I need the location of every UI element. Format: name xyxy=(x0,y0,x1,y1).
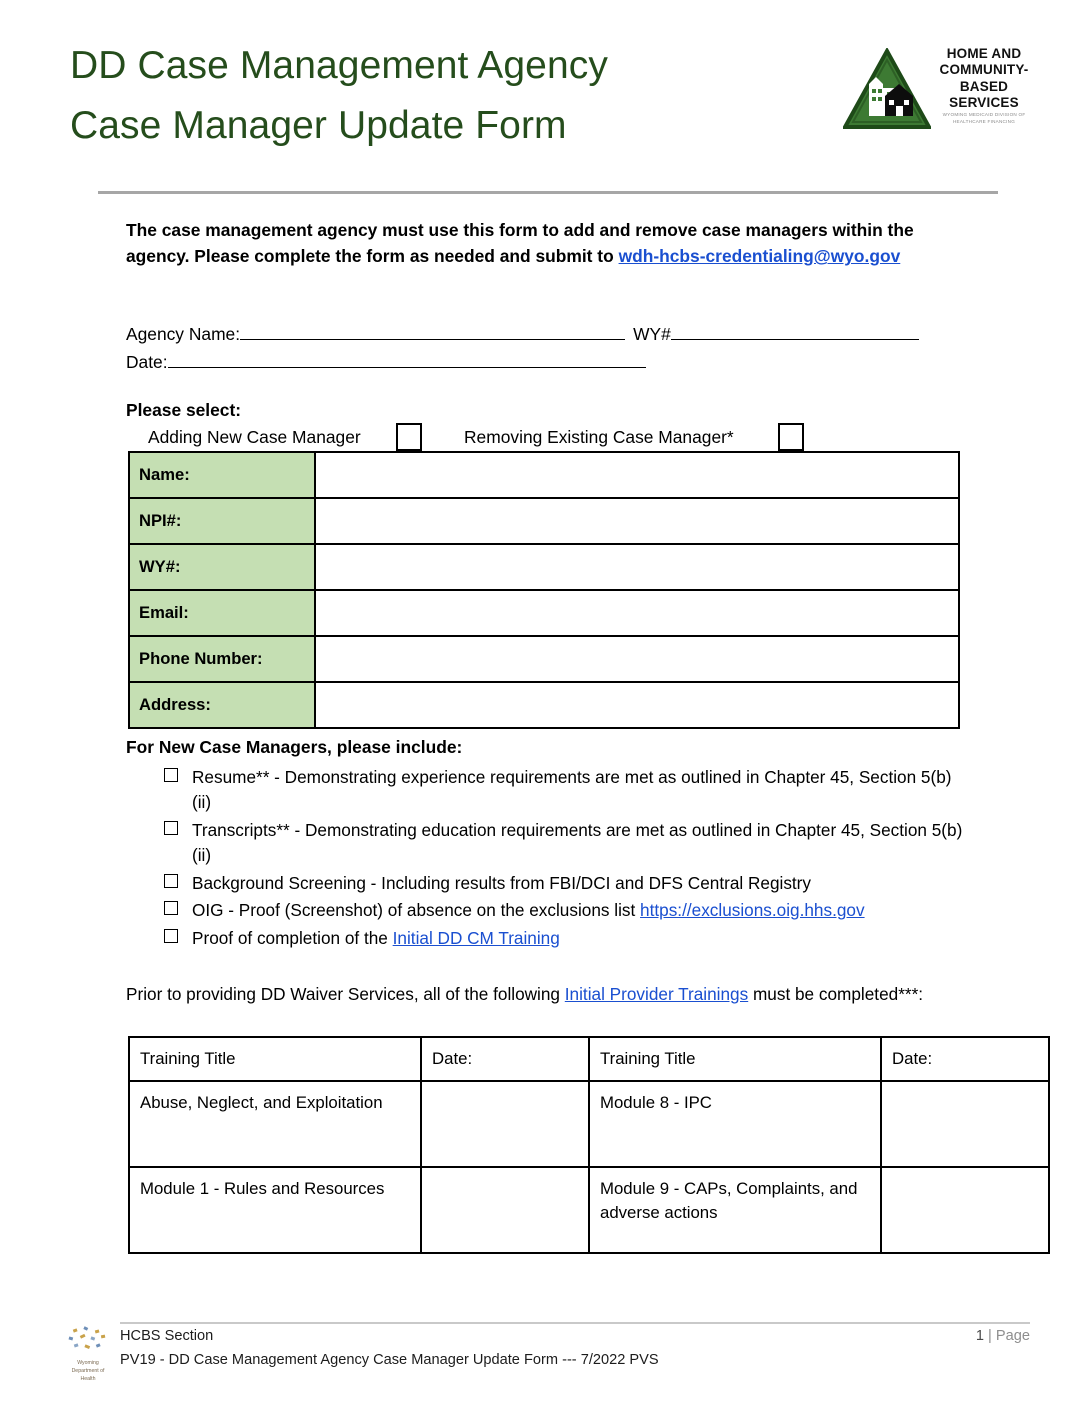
field-label-name: Name: xyxy=(129,452,315,498)
removing-existing-case-manager-checkbox[interactable] xyxy=(778,423,804,451)
table-row xyxy=(129,636,959,682)
wyoming-health-logo-text: Wyoming Department of Health xyxy=(71,1360,105,1382)
list-item xyxy=(164,818,964,869)
field-value-npi[interactable] xyxy=(315,498,959,544)
removing-existing-case-manager-label: Removing Existing Case Manager* xyxy=(464,427,734,447)
checkbox-background-screening[interactable] xyxy=(164,874,178,888)
list-item xyxy=(164,871,964,896)
table-row xyxy=(129,1167,1049,1253)
page-number-separator: | xyxy=(988,1328,992,1344)
field-label-wy: WY#: xyxy=(129,544,315,590)
wyoming-health-logo-icon xyxy=(64,1326,110,1354)
please-select-heading: Please select: xyxy=(126,400,242,420)
prior-to-services-paragraph xyxy=(126,982,956,1008)
training-header-title-right: Training Title xyxy=(589,1037,881,1081)
field-label-email: Email: xyxy=(129,590,315,636)
checkbox-transcripts[interactable] xyxy=(164,821,178,835)
list-item xyxy=(164,898,964,923)
field-value-wy[interactable] xyxy=(315,544,959,590)
list-item xyxy=(164,926,964,951)
footer-section-name: HCBS Section xyxy=(120,1328,214,1344)
document-header xyxy=(0,0,1088,180)
initial-dd-cm-training-link[interactable]: Initial DD CM Training xyxy=(392,927,560,948)
case-manager-info-table xyxy=(128,451,960,729)
checklist-text-background-screening: Background Screening - Including results from FBI/DCI and DFS Central Registry xyxy=(192,872,812,893)
agency-name-input[interactable] xyxy=(240,322,625,340)
credentialing-email-link[interactable]: wdh-hcbs-credentialing@wyo.gov xyxy=(618,246,901,267)
training-table xyxy=(128,1036,1050,1254)
footer-form-id: PV19 - DD Case Management Agency Case Manager Update Form --- 7/2022 PVS xyxy=(120,1352,659,1368)
field-value-name[interactable] xyxy=(315,452,959,498)
training-title-right-1: Module 8 - IPC xyxy=(589,1081,881,1167)
intro-paragraph xyxy=(126,217,936,270)
training-date-right-1[interactable] xyxy=(881,1081,1049,1167)
header-divider xyxy=(98,191,998,194)
footer-page-number xyxy=(976,1328,1030,1344)
table-row xyxy=(129,590,959,636)
new-case-manager-checklist xyxy=(164,765,964,953)
training-title-right-2: Module 9 - CAPs, Complaints, and adverse actions xyxy=(589,1167,881,1253)
table-row xyxy=(129,1081,1049,1167)
training-title-left-1: Abuse, Neglect, and Exploitation xyxy=(129,1081,421,1167)
agency-fields xyxy=(126,320,966,376)
training-date-left-1[interactable] xyxy=(421,1081,589,1167)
field-label-address: Address: xyxy=(129,682,315,728)
prior-text-after: must be completed***: xyxy=(748,984,924,1004)
page-number-value: 1 xyxy=(975,1328,984,1344)
hcbs-triangle-icon xyxy=(843,48,931,130)
page-title xyxy=(70,36,830,157)
table-header-row xyxy=(129,1037,1049,1081)
training-date-right-2[interactable] xyxy=(881,1167,1049,1253)
checklist-text-transcripts: Transcripts** - Demonstrating education requirements are met as outlined in Chapter 45, Section 5(b)(ii) xyxy=(192,819,963,866)
hcbs-logo xyxy=(838,34,1038,154)
oig-exclusions-link[interactable]: https://exclusions.oig.hhs.gov xyxy=(640,900,865,921)
checklist-text-dd-cm-training: Proof of completion of the xyxy=(192,927,393,948)
field-label-npi: NPI#: xyxy=(129,498,315,544)
initial-provider-trainings-link[interactable]: Initial Provider Trainings xyxy=(564,984,749,1004)
training-header-title-left: Training Title xyxy=(129,1037,421,1081)
page-title-line1: DD Case Management Agency xyxy=(70,44,608,87)
table-row xyxy=(129,498,959,544)
training-title-left-2: Module 1 - Rules and Resources xyxy=(129,1167,421,1253)
page-number-word: Page xyxy=(995,1328,1030,1344)
adding-new-case-manager-checkbox[interactable] xyxy=(396,423,422,451)
wy-number-input[interactable] xyxy=(671,322,919,340)
prior-text-before: Prior to providing DD Waiver Services, all of the following xyxy=(126,984,565,1004)
list-item xyxy=(164,765,964,816)
checkbox-dd-cm-training[interactable] xyxy=(164,929,178,943)
checkbox-oig[interactable] xyxy=(164,901,178,915)
training-header-date-right: Date: xyxy=(881,1037,1049,1081)
agency-name-row xyxy=(126,320,966,348)
intro-text: The case management agency must use this form to add and remove case managers within the agency. Please complete the form as needed and submit to xyxy=(126,220,914,267)
checklist-text-resume: Resume** - Demonstrating experience requirements are met as outlined in Chapter 45, Section 5(b)(ii) xyxy=(192,767,952,813)
agency-name-label: Agency Name: xyxy=(126,324,241,344)
field-label-phone: Phone Number: xyxy=(129,636,315,682)
training-date-left-2[interactable] xyxy=(421,1167,589,1253)
please-select-options xyxy=(126,424,966,452)
adding-new-case-manager-label: Adding New Case Manager xyxy=(148,427,361,447)
footer-divider xyxy=(120,1322,1030,1324)
training-header-date-left: Date: xyxy=(421,1037,589,1081)
table-row xyxy=(129,544,959,590)
date-row xyxy=(126,348,966,376)
checklist-text-oig: OIG - Proof (Screenshot) of absence on the exclusions list xyxy=(192,900,641,921)
hcbs-logo-subtext: WYOMING MEDICAID DIVISION OF HEALTHCARE FINANCING xyxy=(942,112,1026,124)
field-value-email[interactable] xyxy=(315,590,959,636)
table-row xyxy=(129,452,959,498)
wyoming-health-logo xyxy=(64,1326,112,1388)
hcbs-logo-text: HOME AND COMMUNITY-BASED SERVICES xyxy=(939,46,1029,111)
wy-number-label: WY# xyxy=(633,324,671,344)
date-label: Date: xyxy=(126,352,168,373)
field-value-address[interactable] xyxy=(315,682,959,728)
page-title-line2: Case Manager Update Form xyxy=(70,104,567,148)
date-input[interactable] xyxy=(168,350,646,368)
table-row xyxy=(129,682,959,728)
field-value-phone[interactable] xyxy=(315,636,959,682)
checkbox-resume[interactable] xyxy=(164,768,178,782)
checklist-heading: For New Case Managers, please include: xyxy=(126,737,463,757)
